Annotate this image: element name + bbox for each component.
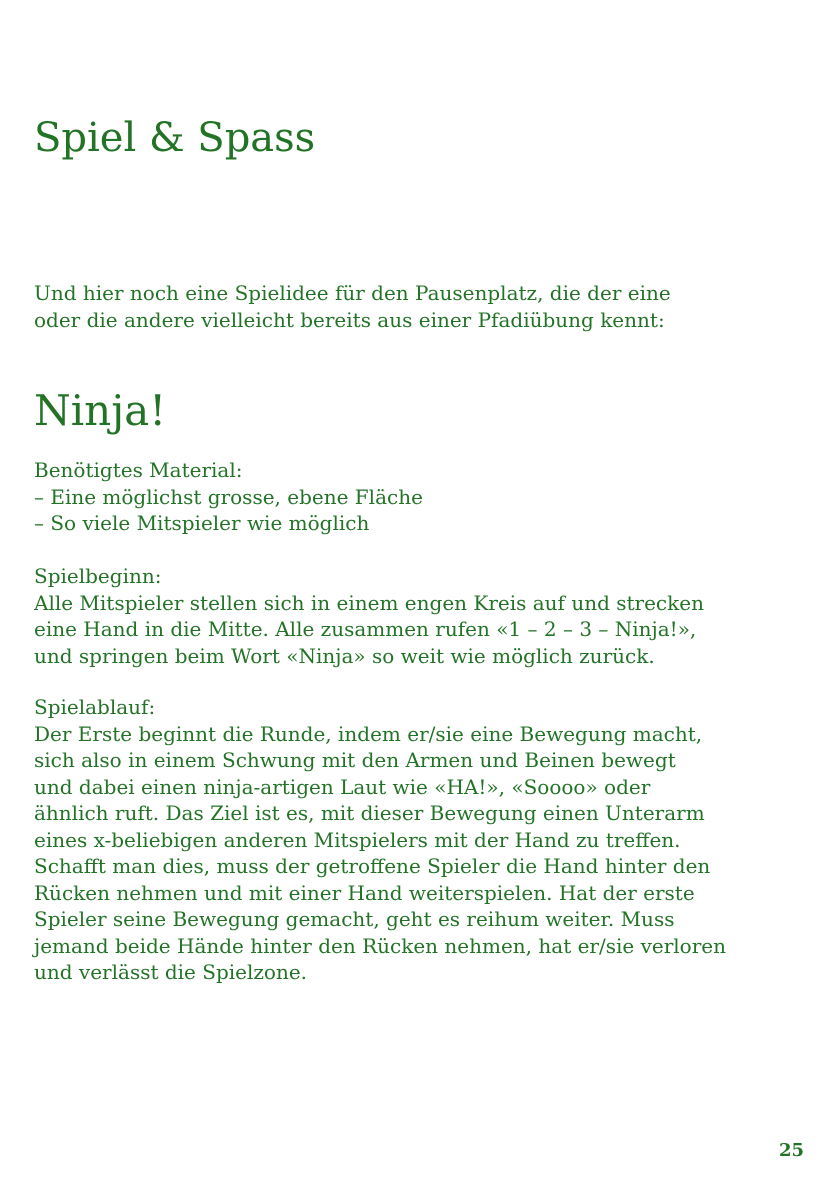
flow-line: jemand beide Hände hinter den Rücken nehmen, hat er/sie verloren — [34, 933, 726, 958]
start-heading: Spielbeginn: — [34, 564, 162, 588]
game-title: Ninja! — [34, 386, 167, 435]
flow-line: sich also in einem Schwung mit den Armen und Beinen bewegt — [34, 748, 676, 772]
material-section — [34, 457, 814, 537]
material-item: – Eine möglichst grosse, ebene Fläche — [34, 484, 423, 509]
flow-line: eines x-beliebigen anderen Mitspielers mit der Hand zu treffen. — [34, 827, 681, 852]
flow-line: Schafft man dies, muss der getroffene Spieler die Hand hinter den — [34, 854, 711, 878]
flow-heading: Spielablauf: — [34, 695, 156, 719]
flow-line: Spieler seine Bewegung gemacht, geht es reihum weiter. Muss — [34, 907, 675, 931]
page-number: 25 — [778, 1140, 804, 1161]
flow-section — [34, 694, 814, 986]
start-line: und springen beim Wort «Ninja» so weit wie möglich zurück. — [34, 643, 655, 668]
material-item: – So viele Mitspieler wie möglich — [34, 511, 370, 535]
flow-line: Der Erste beginnt die Runde, indem er/sie eine Bewegung macht, — [34, 721, 703, 746]
flow-line: und verlässt die Spielzone. — [34, 960, 308, 984]
section-title: Spiel & Spass — [34, 115, 316, 161]
intro-paragraph — [34, 280, 814, 333]
flow-line: Rücken nehmen und mit einer Hand weiterspielen. Hat der erste — [34, 880, 695, 905]
intro-line: oder die andere vielleicht bereits aus einer Pfadiübung kennt: — [34, 307, 665, 332]
flow-line: und dabei einen ninja-artigen Laut wie «HA!», «Soooo» oder — [34, 774, 651, 799]
start-line: eine Hand in die Mitte. Alle zusammen rufen «1 – 2 – 3 – Ninja!», — [34, 617, 697, 641]
intro-line: Und hier noch eine Spielidee für den Pausenplatz, die der eine — [34, 281, 671, 305]
start-line: Alle Mitspieler stellen sich in einem engen Kreis auf und strecken — [34, 590, 704, 615]
material-heading: Benötigtes Material: — [34, 458, 243, 482]
start-section — [34, 563, 814, 669]
flow-line: ähnlich ruft. Das Ziel ist es, mit dieser Bewegung einen Unterarm — [34, 801, 705, 825]
